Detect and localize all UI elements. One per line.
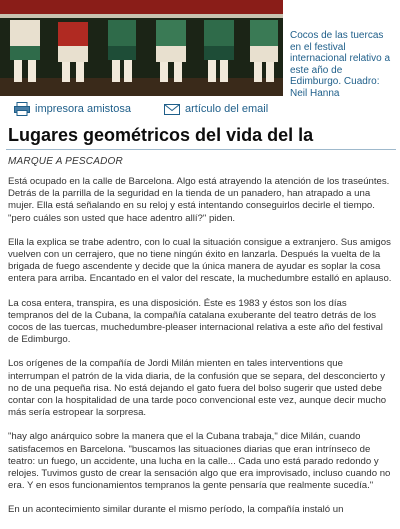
article-body — [8, 176, 394, 529]
article-paragraph: En un acontecimiento similar durante el mismo período, la compañía instaló un — [8, 504, 344, 516]
printer-friendly-label: impresora amistosa — [35, 103, 131, 115]
article-byline: MARQUE A PESCADOR — [8, 156, 123, 167]
performers-illustration — [0, 0, 283, 96]
email-article-label: artículo del email — [185, 103, 269, 115]
printer-friendly-link[interactable] — [14, 102, 131, 116]
article-paragraph: Está ocupado en la calle de Barcelona. Algo está atrayendo la atención de los traseúntes. Detrás de la parrilla de la seguridad en la tienda de un panadero, han atrapado a una mujer. Ella está señalando en su reloj y está intentando conseguirlos decirle el tiempo. "pero cuáles son usted que hace adentro allí?" piden. — [8, 176, 390, 224]
article-paragraph: "hay algo anárquico sobre la manera que el la Cubana trabaja," dice Milán, cuando satisfacemos en Barcelona. "buscamos las situaciones diarias que eran intrínseco de teatro: un fuego, un accidente, una lucha en la calle... Cada uno está parado redondo y relojes. Tuvimos gusto de crear la sensación algo que era improvisado, incluso cuando no era. Y en esos funcionamientos tempranos la gente pensaría que realmente sucedía." — [8, 431, 391, 492]
article-photo — [0, 0, 283, 96]
email-icon — [164, 102, 180, 116]
article-toolbar — [14, 102, 394, 120]
article-paragraph: Ella la explica se trabe adentro, con lo cual la situación consigue a extranjero. Sus amigos vuelven con un cerrajero, que no tiene ningún éxito en lanzarla. Después la vuelta de la brigada de fuego ascendente y decide que la única manera de ayudar es soplar la cosa entera para arriba. Encantado en el valor del rescate, la muchedumbre estalló en aplauso. — [8, 236, 392, 285]
email-article-link[interactable] — [164, 102, 268, 116]
photo-caption: Cocos de las tuercas en el festival internacional relativo a este año de Edimburgo. Cuadro: Neil Hanna — [290, 30, 391, 99]
article-paragraph: Los orígenes de la compañía de Jordi Milán mienten en tales interventions que interrumpan el patrón de la vida diaria, de la confusión que se separa, del desconcierto y no de una pequeña risa. No está dejando el gato fuera del bolso sugerir que usted debe contar con la hospitalidad de una tarde poco convencional este vez, aunque decir mucho más sería estropear la sorpresa. — [8, 358, 387, 419]
title-divider — [6, 149, 396, 150]
article-title: Lugares geométricos del vida del la — [8, 125, 314, 145]
printer-icon — [14, 102, 30, 116]
article-paragraph: La cosa entera, transpira, es una disposición. Éste es 1983 y éstos son los días tempranos del de la Cubana, la compañía catalana exuberante del teatro detrás de los cocos de las tuercas, muchedumbre-pleaser internacional relativa a este año del festival de Edimburgo. — [8, 297, 383, 346]
